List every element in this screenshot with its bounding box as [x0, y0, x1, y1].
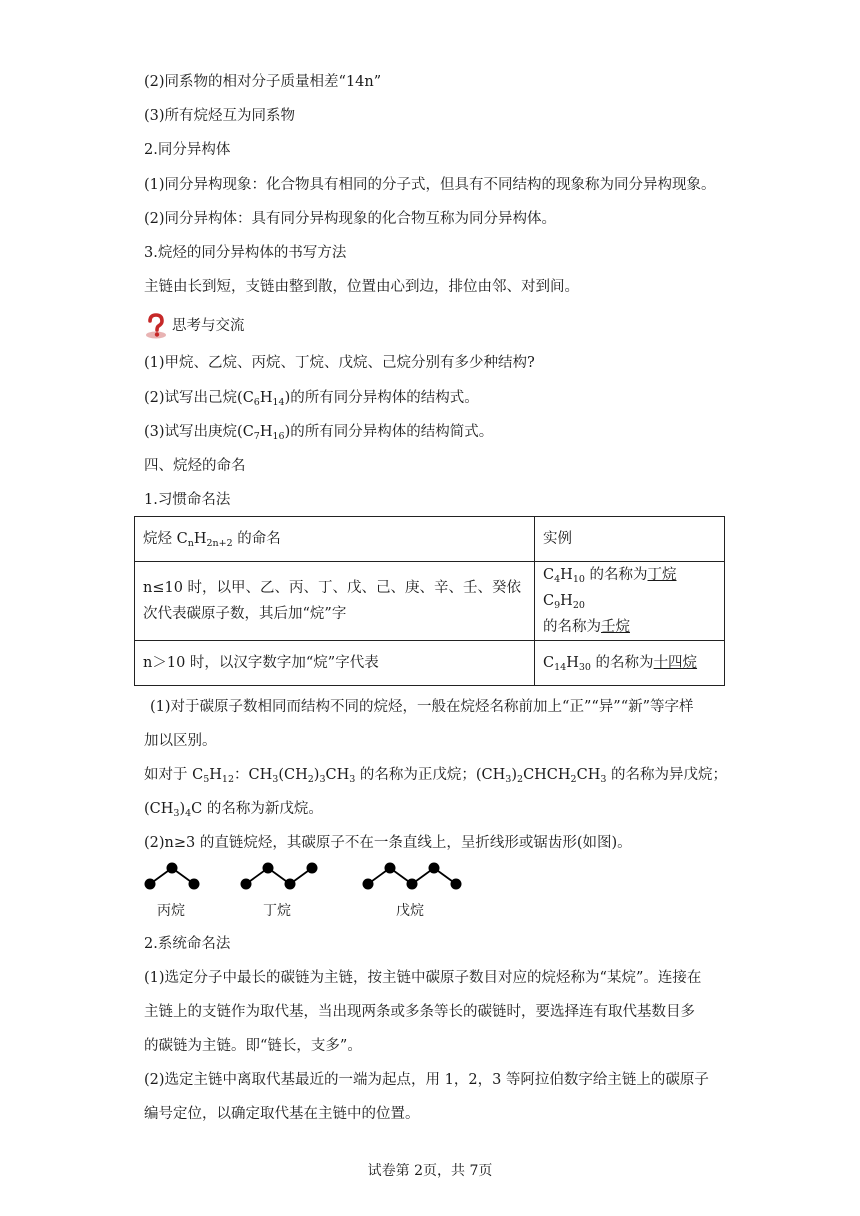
note-example: 如对于 $C_5H_{12}$：$CH_3(CH_2)_3CH_3$ 的名称为正戊烷；$(CH_3)_2CHCH_2CH_3$ 的名称为异戊烷；: [144, 767, 727, 785]
system-paragraph-2: 编号定位，以确定取代基在主链中的位置。: [144, 1106, 420, 1122]
system-paragraph-1: (1)选定分子中最长的碳链为主链，按主链中碳原子数目对应的烷烃称为“某烷”。连接在: [144, 970, 702, 986]
text-line: (2)同系物的相对分子质量相差“14n”: [144, 74, 382, 90]
table-cell: $C_{14}H_{30}$ 的名称为十四烷: [535, 641, 725, 686]
heading-system: 2.系统命名法: [144, 936, 231, 952]
heading-isomer: 2.同分异构体: [144, 142, 231, 158]
text-line: (2)同分异构体：具有同分异构现象的化合物互称为同分异构体。: [144, 211, 557, 227]
system-paragraph-2: (2)选定主链中离取代基最近的一端为起点，用 1，2，3 等阿拉伯数字给主链上的碳原子: [144, 1072, 709, 1088]
chain-label-butane: 丁烷: [263, 903, 291, 919]
text-line: 主链由长到短，支链由整到散，位置由心到边，排位由邻、对到间。: [144, 279, 579, 295]
question-2: (2)试写出己烷$(C_6H_{14})$的所有同分异构体的结构式。: [144, 390, 479, 408]
think-label: 思考与交流: [172, 318, 245, 334]
chain-label-pentane: 戊烷: [396, 903, 424, 919]
naming-table: [134, 516, 725, 686]
table-cell: n＞10 时，以汉字数字加“烷”字代表: [135, 641, 535, 686]
note-example-2: $(CH_3)_4C$ 的名称为新戊烷。: [144, 801, 323, 819]
question-mark-icon: [144, 313, 168, 339]
table-cell: n≤10 时，以甲、乙、丙、丁、戊、己、庚、辛、壬、癸依 次代表碳原子数，其后加“烷”字: [135, 562, 535, 641]
section-title: 四、烷烃的命名: [144, 458, 246, 474]
question-1: (1)甲烷、乙烷、丙烷、丁烷、戊烷、己烷分别有多少种结构?: [144, 355, 535, 371]
chain-label-propane: 丙烷: [157, 903, 185, 919]
text-line: (3)所有烷烃互为同系物: [144, 108, 296, 124]
table-row: [135, 562, 725, 641]
note-1: (1)对于碳原子数相同而结构不同的烷烃，一般在烷烃名称前加上“正”“异”“新”等字样: [150, 699, 694, 715]
page-footer: 试卷第 2页，共 7页: [367, 1163, 493, 1179]
note-1-cont: 加以区别。: [144, 733, 217, 749]
note-2: (2)n≥3 的直链烷烃，其碳原子不在一条直线上，呈折线形或锯齿形(如图)。: [144, 835, 632, 851]
question-3: (3)试写出庚烷$(C_7H_{16})$的所有同分异构体的结构简式。: [144, 424, 494, 442]
text-line: (1)同分异构现象：化合物具有相同的分子式，但具有不同结构的现象称为同分异构现象。: [144, 177, 716, 193]
heading-habit: 1.习惯命名法: [144, 492, 231, 508]
propane-chain-diagram: [140, 860, 210, 900]
table-row: [135, 641, 725, 686]
system-paragraph-1: 主链上的支链作为取代基，当出现两条或多条等长的碳链时，要选择连有取代基数目多: [144, 1004, 695, 1020]
pentane-chain-diagram: [358, 860, 476, 900]
butane-chain-diagram: [236, 860, 332, 900]
table-header-cell: 实例: [535, 517, 725, 562]
table-cell: $C_4H_{10}$ 的名称为丁烷 $C_9H_{20}$ 的名称为壬烷: [535, 562, 725, 641]
table-header-row: [135, 517, 725, 562]
system-paragraph-1: 的碳链为主链。即“链长，支多”。: [144, 1038, 362, 1054]
heading-writing: 3.烷烃的同分异构体的书写方法: [144, 245, 347, 261]
table-header-cell: 烷烃 $C_nH_{2n+2}$ 的命名: [135, 517, 535, 562]
